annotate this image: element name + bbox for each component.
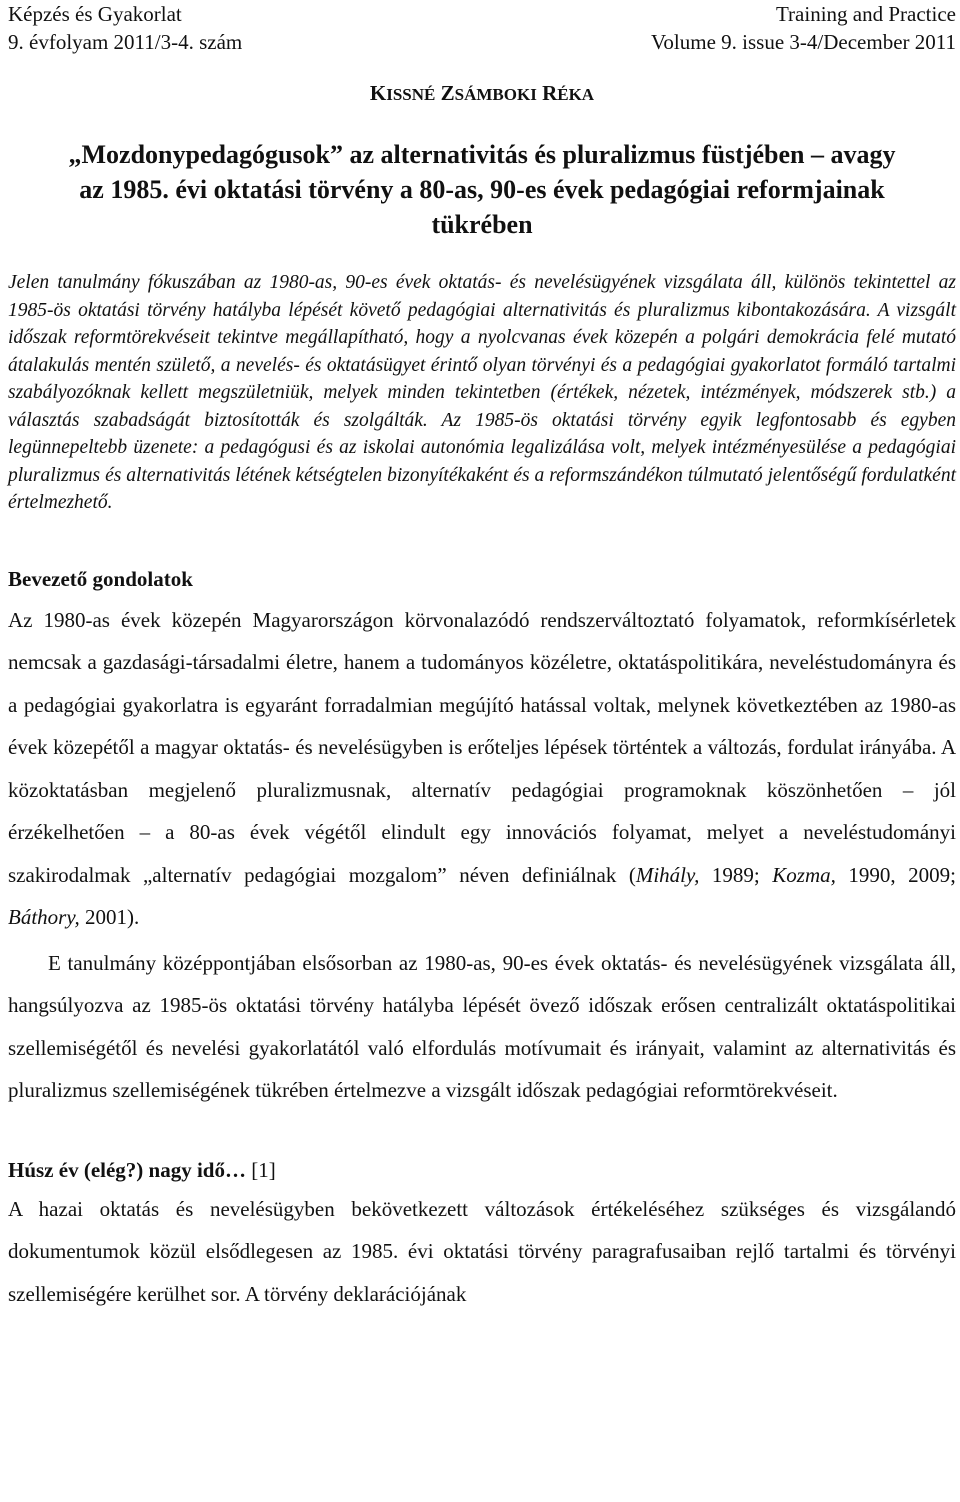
running-header-row-2 xyxy=(8,28,956,56)
paragraph: Az 1980-as évek közepén Magyarországon körvonalazódó rendszerváltoztató folyamatok, reformkísérletek nemcsak a gazdasági-társadalmi életre, hanem a tudományos közéletre, oktatáspolitikára, neveléstudományra és a pedagógiai gyakorlatra is egyaránt forradalmian megújító hatással voltak, melynek következtében az 1980-as évek közepétől a magyar oktatás- és nevelésügyben is erőteljes lépések történtek a változás, fordulat irányába. A közoktatásban megjelenő pluralizmusnak, alternatív pedagógiai programoknak köszönhetően – jól érzékelhetően – a 80-as évek végétől elindult egy innovációs folyamat, melyet a neveléstudományi szakirodalmak „alternatív pedagógiai mozgalom” néven definiálnak (Mihály, 1989; Kozma, 1990, 2009; Báthory, 2001). xyxy=(8,607,956,929)
abstract-text: Jelen tanulmány fókuszában az 1980-as, 90-es évek oktatás- és nevelésügyének vizsgálata áll, különös tekintettel az 1985-ös oktatási törvény hatályba lépését követő pedagógiai alternativitás és pluralizmus kibontakozására. A vizsgált időszak reformtörekvéseit tekintve megállapítható, hogy a nyolcvanas évek közepén a polgári demokrácia felé mutató átalakulás mentén születő, a nevelés- és oktatásügyet érintő olyan törvényi és a pedagógiai gyakorlatot formáló tartalmi szabályozóknak kellett megszületniük, melyek minden tekintetben (értékek, nézetek, intézmények, módszerek stb.) a választás szabadságát biztosították és szolgálták. Az 1985-ös oktatási törvény egyik legfontosabb és egyben legünnepeltebb üzenete: a pedagógusi és az iskolai autonómia legalizálása volt, melyek intézményesülése a pedagógiai pluralizmus és alternativitás létének kétségtelen bizonyítékaként és a reformszándékon túlmutató jelentőségű fordulatként értelmezhető. xyxy=(8,272,956,513)
paragraph: A hazai oktatás és nevelésügyben bekövetkezett változások értékeléséhez szükséges és vizsgálandó dokumentumok közül elsődlegesen az 1985. évi oktatási törvény paragrafusaiban rejlő tartalmi és törvényi szellemiségére kerülhet sor. A törvény deklarációjának xyxy=(8,1196,956,1306)
paragraph: E tanulmány középpontjában elsősorban az 1980-as, 90-es évek oktatás- és nevelésügyének vizsgálata áll, hangsúlyozva az 1985-ös oktatási törvény hatályba lépését övező időszak erősen centralizált oktatáspolitikai szellemiségétől és nevelési gyakorlatától való elfordulás motívumait és irányait, valamint az alternativitás és pluralizmus szellemiségének tükrében értelmezve a vizsgált időszak pedagógiai reformtörekvéseit. xyxy=(8,950,956,1102)
section-heading-twenty-years: Húsz év (elég?) nagy idő… [1] xyxy=(8,1157,276,1182)
journal-title-hu: Képzés és Gyakorlat xyxy=(8,2,182,26)
article-title xyxy=(8,137,956,242)
document-page xyxy=(8,0,956,1315)
volume-en: Volume 9. issue 3-4/December 2011 xyxy=(650,30,956,54)
journal-title-en: Training and Practice xyxy=(775,2,956,26)
running-header-row-1 xyxy=(8,0,956,28)
volume-hu: 9. évfolyam 2011/3-4. szám xyxy=(8,30,243,54)
title-line: „Mozdonypedagógusok” az alternativitás és pluralizmus füstjében – avagy xyxy=(68,140,896,169)
title-line: tükrében xyxy=(431,210,533,239)
title-line: az 1985. évi oktatási törvény a 80-as, 90-es évek pedagógiai reformjainak xyxy=(79,175,885,204)
author-name: KISSNÉ ZSÁMBOKI RÉKA xyxy=(369,81,595,105)
section-heading-introduction: Bevezető gondolatok xyxy=(8,566,193,591)
footnote-reference[interactable]: [1] xyxy=(245,1157,276,1182)
